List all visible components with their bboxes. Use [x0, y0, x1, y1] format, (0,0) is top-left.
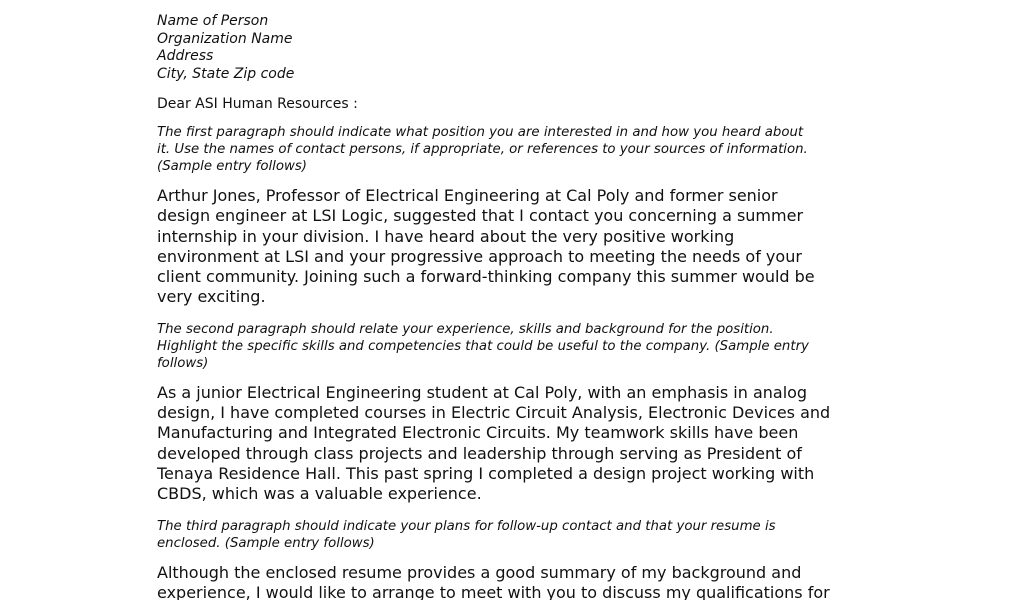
recipient-address-block [157, 13, 877, 83]
instruction-paragraph-1 [157, 124, 877, 175]
instruction-paragraph-3 [157, 518, 877, 552]
recipient-name: Name of Person [157, 13, 269, 29]
instruction-paragraph-2 [157, 321, 877, 372]
body-line: design, I have completed courses in Electric Circuit Analysis, Electronic Devices and [157, 403, 831, 423]
instruction-line: Highlight the specific skills and competencies that could be useful to the company. (Sample entry [157, 338, 809, 354]
body-line: Although the enclosed resume provides a good summary of my background and [157, 562, 802, 582]
instruction-line: (Sample entry follows) [157, 159, 307, 174]
body-line: client community. Joining such a forward-thinking company this summer would be [157, 267, 815, 287]
body-line: internship in your division. I have heard about the very positive working [157, 226, 735, 246]
recipient-organization: Organization Name [157, 30, 293, 47]
instruction-line: it. Use the names of contact persons, if appropriate, or references to your sources of information. [157, 142, 808, 157]
instruction-line: The third paragraph should indicate your plans for follow-up contact and that your resume is [157, 518, 776, 534]
body-line: environment at LSI and your progressive approach to meeting the needs of your [157, 246, 802, 266]
instruction-line: follows) [157, 355, 209, 371]
body-line: developed through class projects and leadership through serving as President of [157, 443, 802, 463]
body-paragraph-1 [157, 186, 877, 308]
body-line: CBDS, which was a valuable experience. [157, 484, 482, 504]
body-line: Tenaya Residence Hall. This past spring I completed a design project working with [157, 463, 815, 483]
recipient-city-state-zip: City, State Zip code [157, 65, 295, 82]
instruction-line: enclosed. (Sample entry follows) [157, 535, 375, 551]
body-paragraph-2 [157, 383, 877, 505]
instruction-line: The second paragraph should relate your experience, skills and background for the position. [157, 321, 774, 337]
body-line: Manufacturing and Integrated Electronic Circuits. My teamwork skills have been [157, 423, 799, 443]
body-line: design engineer at LSI Logic, suggested that I contact you concerning a summer [157, 206, 804, 226]
body-line: Arthur Jones, Professor of Electrical Engineering at Cal Poly and former senior [157, 186, 778, 205]
salutation: Dear ASI Human Resources : [157, 96, 358, 112]
body-paragraph-3 [157, 563, 877, 600]
body-line: experience, I would like to arrange to meet with you to discuss my qualifications for [157, 582, 830, 600]
instruction-line: The first paragraph should indicate what position you are interested in and how you heard about [157, 125, 804, 140]
recipient-address: Address [157, 48, 214, 64]
body-line: As a junior Electrical Engineering student at Cal Poly, with an emphasis in analog [157, 382, 808, 402]
letter-body [157, 13, 877, 600]
body-line: very exciting. [157, 287, 266, 307]
